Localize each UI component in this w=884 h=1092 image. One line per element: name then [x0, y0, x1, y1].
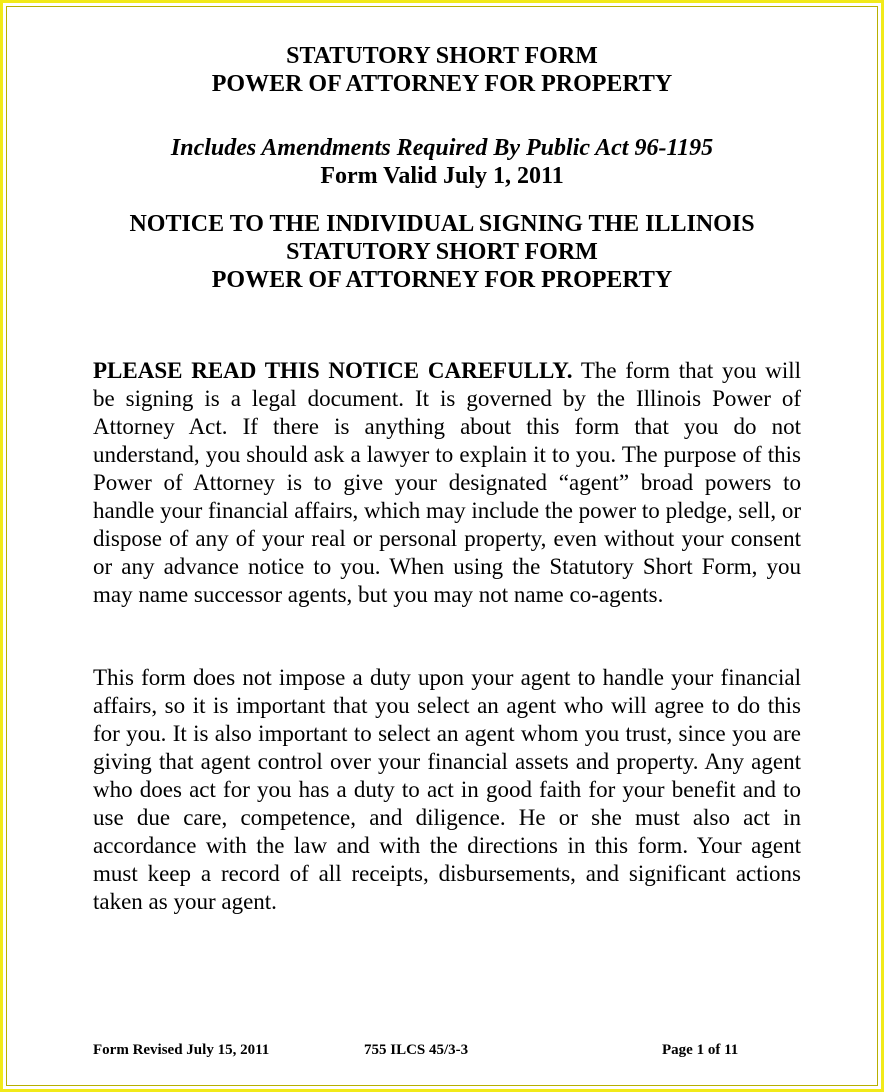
form-title: [0, 42, 884, 98]
amendments-line: Includes Amendments Required By Public Act 96-1195: [170, 135, 714, 161]
form-title-line2: POWER OF ATTORNEY FOR PROPERTY: [211, 71, 673, 97]
notice-paragraph-2-body: This form does not impose a duty upon your agent to handle your financial affairs, so it is important that you select an agent who will agree to do this for you. It is also important to select an agent whom you trust, since you are giving that agent control over your financial assets and property. Any agent who does act for you has a duty to act in good faith for your benefit and to use due care, competence, and diligence. He or she must also act in accordance with the law and with the directions in this form. Your agent must keep a record of all receipts, disbursements, and significant actions taken as your agent.: [93, 665, 801, 914]
notice-paragraph-1: [93, 357, 801, 609]
footer-statute: 755 ILCS 45/3-3: [364, 1042, 469, 1058]
footer-revised-date: Form Revised July 15, 2011: [93, 1042, 270, 1058]
notice-title-line2: STATUTORY SHORT FORM: [286, 239, 598, 265]
notice-title: [0, 210, 884, 294]
notice-title-line3: POWER OF ATTORNEY FOR PROPERTY: [211, 267, 673, 293]
notice-paragraph-1-body: The form that you will be signing is a legal document. It is governed by the Illinois Power of Attorney Act. If there is anything about this form that you do not understand, you should ask a lawyer to explain it to you. The purpose of this Power of Attorney is to give your designated “agent” broad powers to handle your financial affairs, which may include the power to pledge, sell, or dispose of any of your real or personal property, even without your consent or any advance notice to you. When using the Statutory Short Form, you may name successor agents, but you may not name co-agents.: [93, 358, 801, 607]
amendments-block: [0, 134, 884, 190]
form-valid-date: Form Valid July 1, 2011: [320, 163, 564, 189]
read-carefully-lead: PLEASE READ THIS NOTICE CAREFULLY.: [93, 358, 573, 383]
notice-title-line1: NOTICE TO THE INDIVIDUAL SIGNING THE ILLINOIS: [129, 211, 755, 237]
form-title-line1: STATUTORY SHORT FORM: [286, 43, 598, 69]
notice-paragraph-2: [93, 664, 801, 916]
footer-page-number: Page 1 of 11: [662, 1042, 739, 1058]
